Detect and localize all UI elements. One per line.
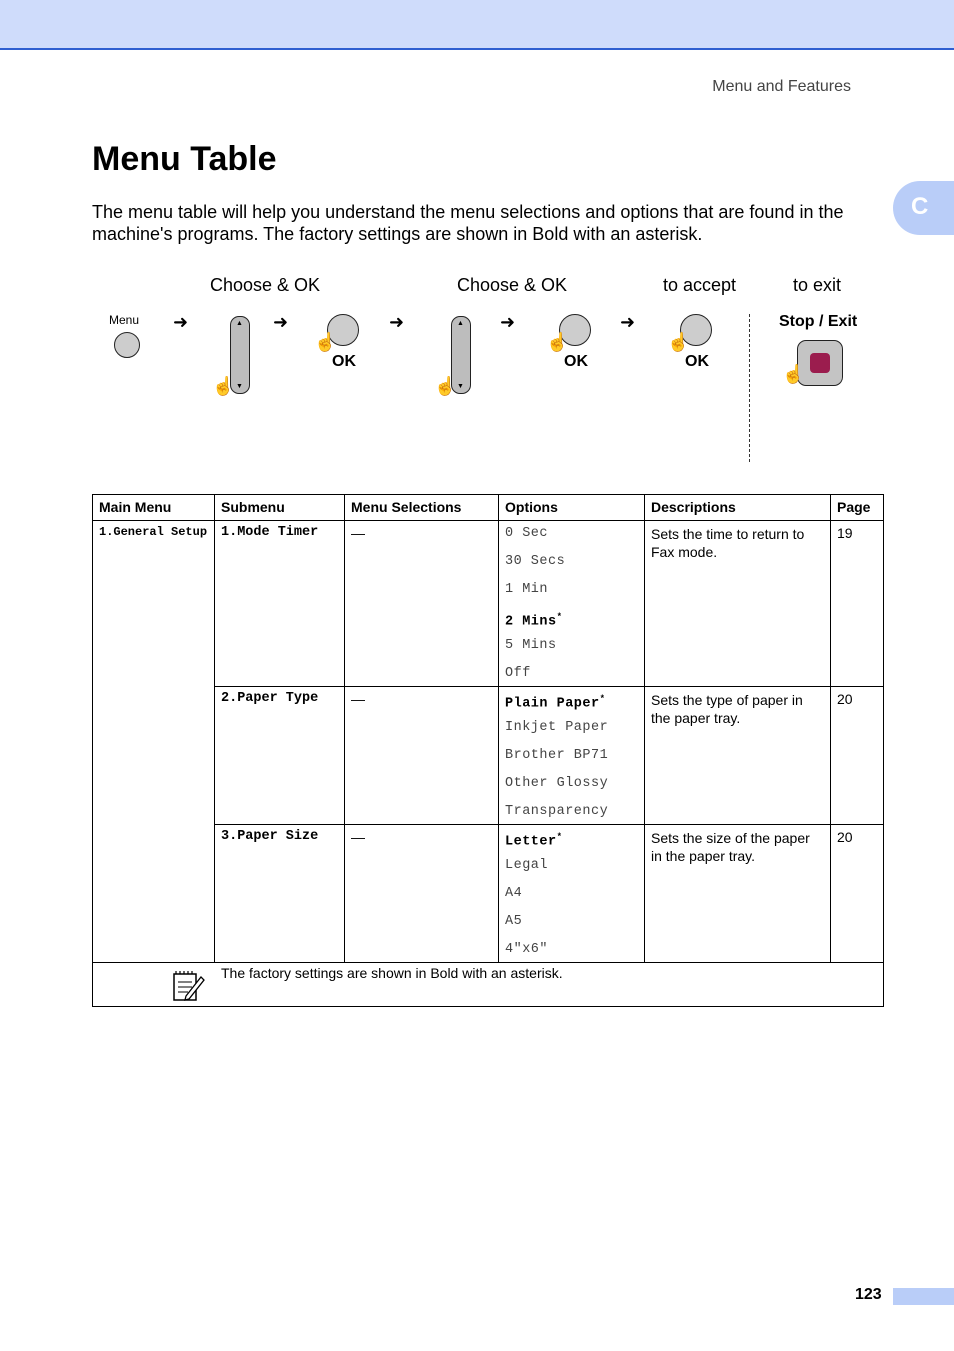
pointing-hand-icon: ☝ <box>546 332 569 352</box>
submenu-cell: 1.Mode Timer <box>215 521 345 687</box>
option-item: A4 <box>505 886 523 901</box>
option-item: 5 Mins <box>505 638 557 653</box>
selection-cell: — <box>345 521 499 687</box>
header-descriptions: Descriptions <box>645 495 831 521</box>
option-item: Legal <box>505 858 549 873</box>
option-item: Transparency <box>505 804 609 819</box>
header-submenu: Submenu <box>215 495 345 521</box>
options-cell <box>499 825 645 963</box>
arrow-right-icon: ➜ <box>620 312 636 332</box>
arrow-right-icon: ➜ <box>500 312 516 332</box>
menu-button-icon <box>114 332 140 358</box>
page-cell: 19 <box>831 521 884 687</box>
options-cell <box>499 687 645 825</box>
menu-navigation-diagram <box>92 270 882 470</box>
option-item: A5 <box>505 914 523 929</box>
table-header-row <box>93 495 884 521</box>
running-head: Menu and Features <box>712 78 851 95</box>
stop-exit-label: Stop / Exit <box>779 313 858 330</box>
option-item: 30 Secs <box>505 554 566 569</box>
selection-cell: — <box>345 825 499 963</box>
pointing-hand-icon: ☝ <box>782 364 805 384</box>
diagram-label-to-accept: to accept <box>663 275 737 295</box>
table-row <box>93 521 884 687</box>
page-number: 123 <box>855 1286 882 1303</box>
page-title: Menu Table <box>92 140 277 178</box>
header-main-menu: Main Menu <box>93 495 215 521</box>
pointing-hand-icon: ☝ <box>212 376 235 396</box>
option-text: Plain Paper <box>505 696 600 712</box>
page-cell: 20 <box>831 687 884 825</box>
header-page: Page <box>831 495 884 521</box>
option-item-default: Plain Paper* <box>505 694 606 712</box>
option-item: Brother BP71 <box>505 748 609 763</box>
arrow-right-icon: ➜ <box>273 312 289 332</box>
diagram-label-choose-ok-2: Choose & OK <box>457 275 568 295</box>
diagram-label-to-exit: to exit <box>793 275 842 295</box>
submenu-cell: 2.Paper Type <box>215 687 345 825</box>
description-cell: Sets the size of the paper in the paper tray. <box>645 825 831 963</box>
divider-dashed <box>749 314 750 462</box>
header-options: Options <box>499 495 645 521</box>
option-item-default: Letter* <box>505 832 563 850</box>
description-cell: Sets the time to return to Fax mode. <box>645 521 831 687</box>
chapter-tab <box>893 181 954 235</box>
description-cell: Sets the type of paper in the paper tray. <box>645 687 831 825</box>
option-item: Off <box>505 666 531 681</box>
option-item: Other Glossy <box>505 776 609 791</box>
ok-label: OK <box>564 353 588 370</box>
menu-button-label: Menu <box>109 313 140 327</box>
option-item: Inkjet Paper <box>505 720 609 735</box>
diagram-label-choose-ok-1: Choose & OK <box>210 275 321 295</box>
main-menu-cell: 1.General Setup <box>93 521 215 963</box>
option-item: 0 Sec <box>505 526 549 541</box>
submenu-cell: 3.Paper Size <box>215 825 345 963</box>
pointing-hand-icon: ☝ <box>314 332 337 352</box>
arrow-right-icon: ➜ <box>173 312 189 332</box>
ok-label: OK <box>332 353 356 370</box>
pointing-hand-icon: ☝ <box>667 332 690 352</box>
arrow-right-icon: ➜ <box>389 312 405 332</box>
option-text: Letter <box>505 834 557 850</box>
menu-table <box>92 494 884 1007</box>
note-pencil-icon <box>170 968 206 1004</box>
option-text: 2 Mins <box>505 614 557 630</box>
option-item: 4"x6" <box>505 942 549 957</box>
pointing-hand-icon: ☝ <box>434 376 457 396</box>
intro-paragraph: The menu table will help you understand the menu selections and options that are found in the machine's programs. The factory settings are shown in Bold with an asterisk. <box>92 202 844 244</box>
note-text: The factory settings are shown in Bold with an asterisk. <box>221 965 563 981</box>
option-item-default: 2 Mins* <box>505 612 563 630</box>
header-menu-selections: Menu Selections <box>345 495 499 521</box>
options-cell <box>499 521 645 687</box>
page-cell: 20 <box>831 825 884 963</box>
option-item: 1 Min <box>505 582 549 597</box>
bottom-band <box>893 1288 954 1305</box>
ok-label: OK <box>685 353 709 370</box>
selection-cell: — <box>345 687 499 825</box>
chapter-tab-letter: C <box>911 193 929 220</box>
top-band <box>0 0 954 50</box>
